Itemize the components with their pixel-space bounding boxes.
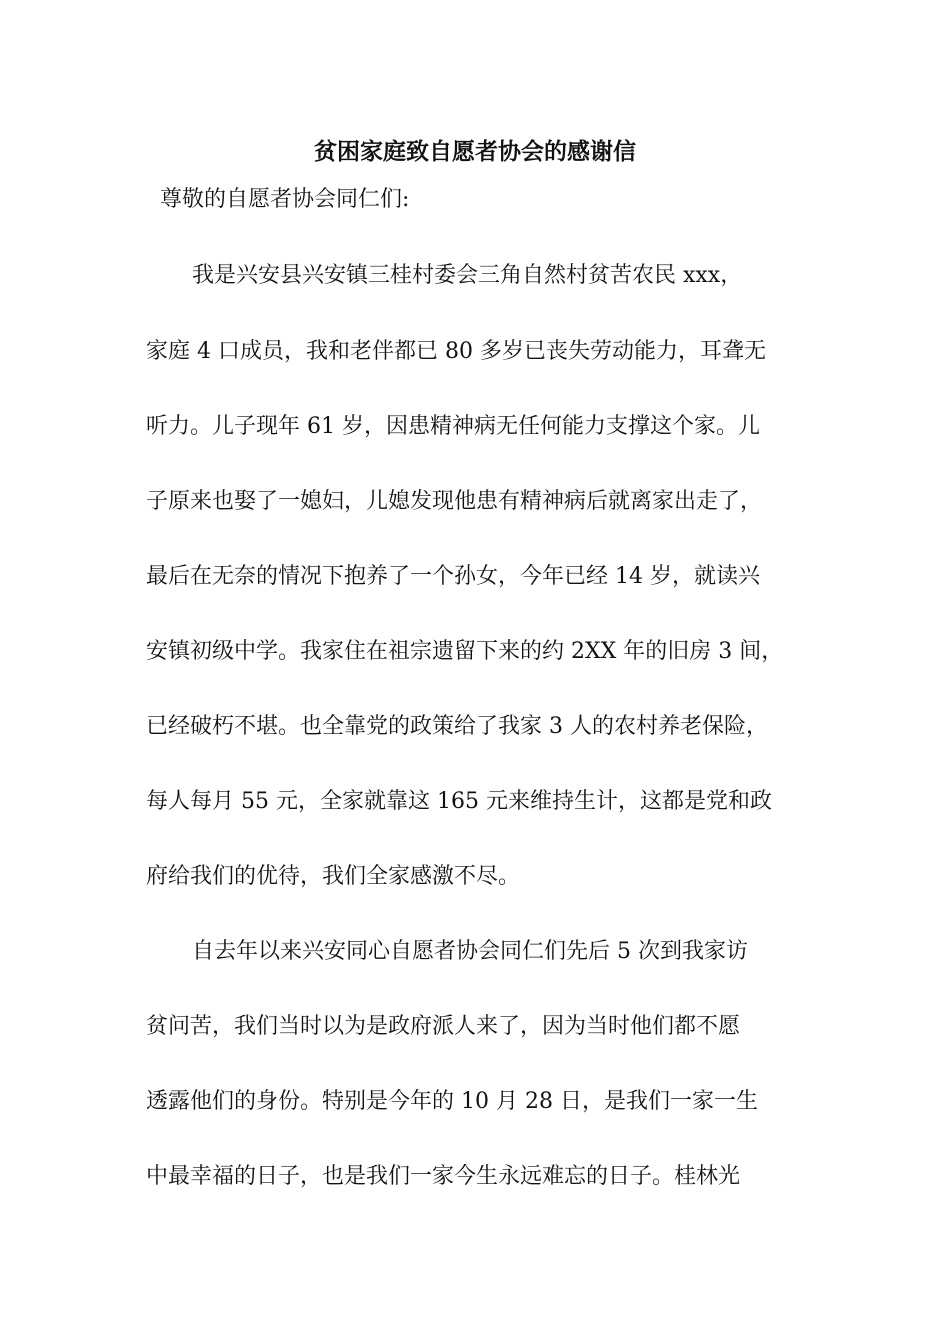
text-line-10: 自去年以来兴安同心自愿者协会同仁们先后 5 次到我家访	[192, 939, 748, 964]
text-line-9: 府给我们的优待，我们全家感激不尽。	[146, 864, 521, 889]
text-line-5: 最后在无奈的情况下抱养了一个孙女，今年已经 14 岁，就读兴	[146, 564, 760, 589]
text-line-7: 已经破朽不堪。也全靠党的政策给了我家 3 人的农村养老保险，	[146, 714, 768, 739]
text-line-8: 每人每月 55 元，全家就靠这 165 元来维持生计，这都是党和政	[146, 789, 772, 814]
salutation: 尊敬的自愿者协会同仁们:	[160, 187, 410, 212]
text-line-4: 子原来也娶了一媳妇，儿媳发现他患有精神病后就离家出走了，	[146, 489, 763, 514]
text-line-11: 贫问苦，我们当时以为是政府派人来了，因为当时他们都不愿	[146, 1014, 741, 1039]
text-line-6: 安镇初级中学。我家住在祖宗遗留下来的约 2XX 年的旧房 3 间，	[146, 639, 784, 664]
text-line-12: 透露他们的身份。特别是今年的 10 月 28 日，是我们一家一生	[146, 1089, 758, 1114]
text-line-3: 听力。儿子现年 61 岁，因患精神病无任何能力支撑这个家。儿	[146, 414, 760, 439]
text-line-13: 中最幸福的日子，也是我们一家今生永远难忘的日子。桂林光	[146, 1164, 741, 1189]
text-line-2: 家庭 4 口成员，我和老伴都已 80 多岁已丧失劳动能力，耳聋无	[146, 339, 766, 364]
page-title: 贫困家庭致自愿者协会的感谢信	[314, 138, 636, 165]
text-line-1: 我是兴安县兴安镇三桂村委会三角自然村贫苦农民 xxx，	[192, 263, 743, 288]
